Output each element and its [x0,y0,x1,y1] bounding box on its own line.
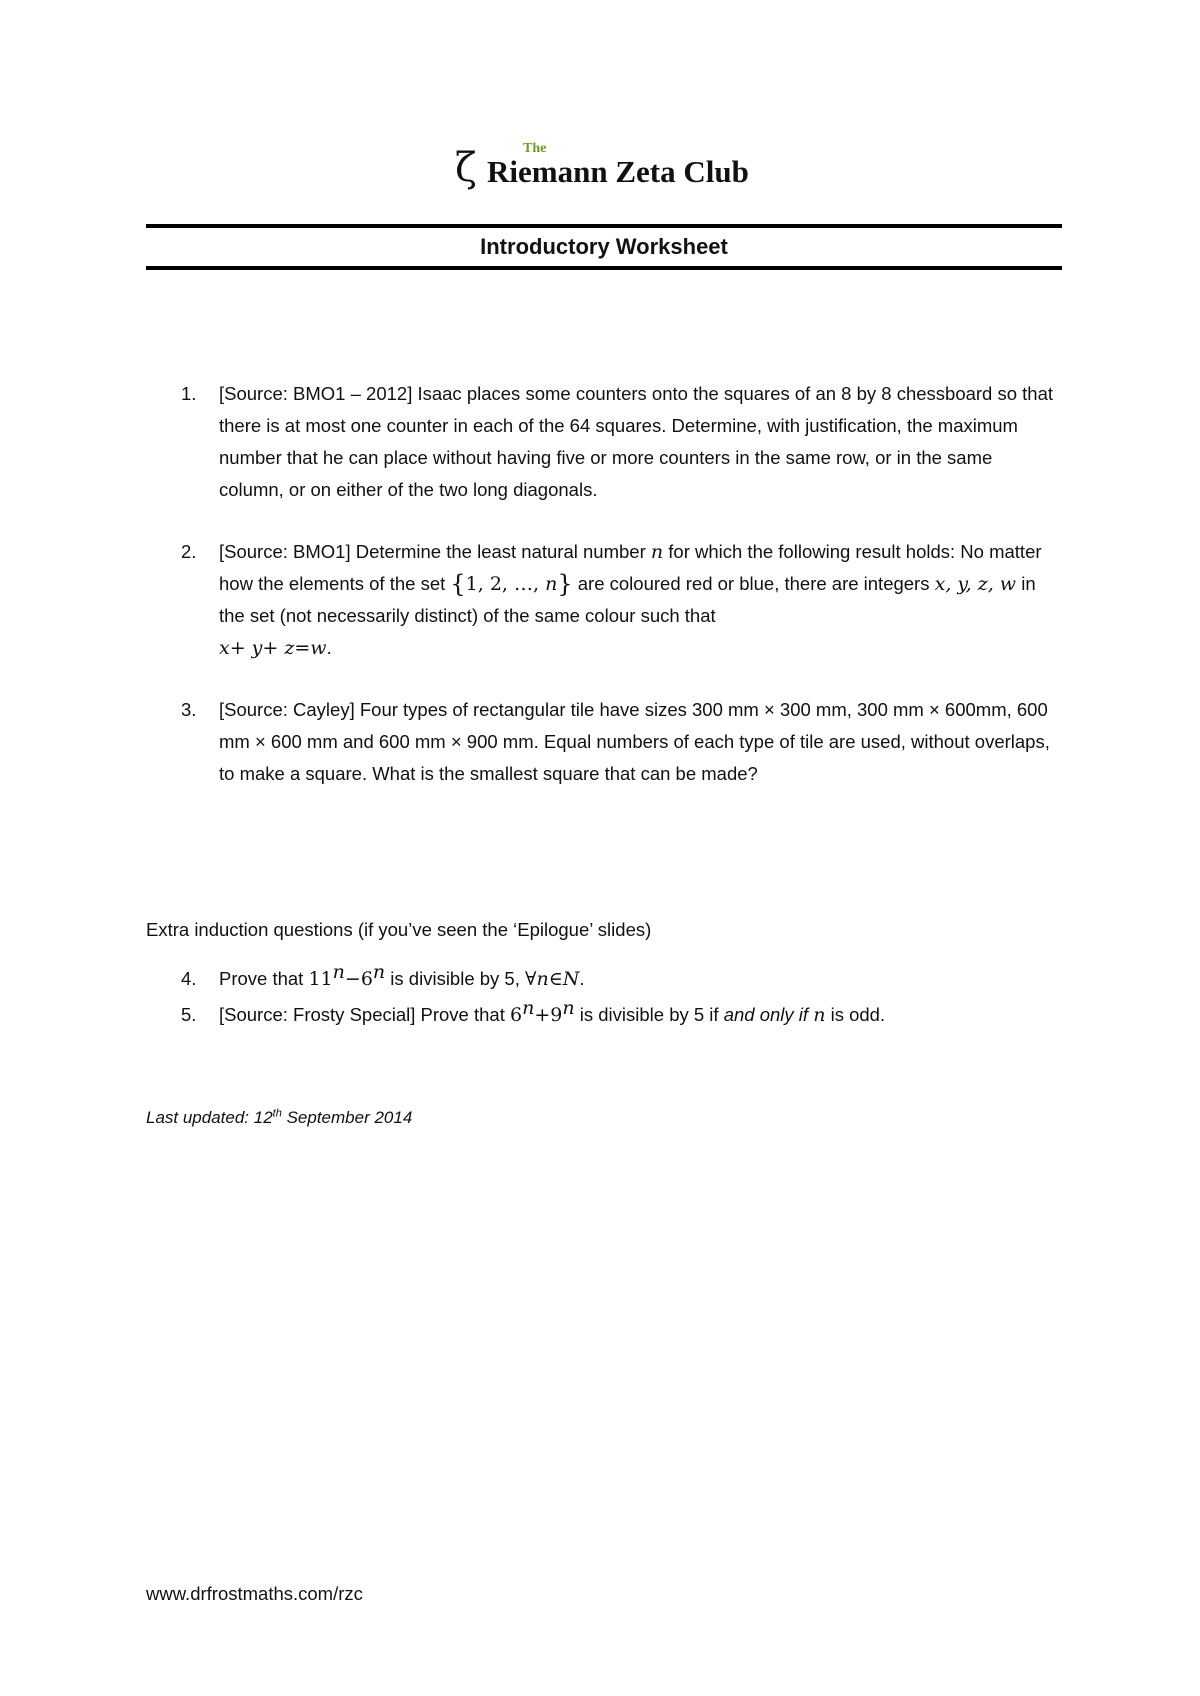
math-exponent: n [372,960,386,983]
question-number: 2. [181,541,197,562]
set-open-brace: { [450,570,466,598]
question-text [219,996,1062,1031]
set-content: 1, 2, …, [465,573,546,595]
question-5 [146,996,1062,1031]
question-text: [Source: BMO1 – 2012] Isaac places some counters onto the squares of an 8 by 8 chessboard so that there is at most one counter in each of the 64 squares. Determine, with justification, the maximum number that he can place without having five or more counters in the same row, or in the same column, or on either of the two long diagonals. [219,383,1054,500]
text-segment: for which the following result holds: No matter how the elements of the set [219,541,1042,594]
question-4 [146,960,1062,995]
text-segment: is divisible by 5 if [574,1004,724,1025]
zeta-symbol: ζ [455,145,477,191]
math-operator: − [344,968,361,990]
title-rule-bottom [146,266,1062,270]
text-segment: Prove that [219,968,309,989]
last-updated-prefix: Last updated: 12 [146,1108,273,1127]
last-updated-suffix: September 2014 [281,1108,413,1127]
math-exponent: n [522,996,535,1019]
text-segment: in the set (not necessarily distinct) of the same colour such that [219,573,1036,626]
question-3 [146,694,1062,790]
logo-name: Riemann Zeta Club [487,154,749,189]
question-number: 3. [181,699,197,720]
math-base: 6 [510,1004,523,1026]
question-text [219,536,1062,664]
set-close-brace: } [557,570,573,598]
text-segment: [Source: BMO1] Determine the least natural number [219,541,651,562]
math-operator: + [534,1004,551,1026]
last-updated [146,1106,412,1130]
math-base: 11 [308,968,333,990]
text-segment: is divisible by 5, [385,968,526,989]
text-segment: . [326,637,332,658]
math-equation: x+ y+ z=w [219,637,327,659]
math-variable: n [813,1004,826,1026]
emphasis-text: and only if [723,1004,809,1025]
question-number: 4. [181,968,197,989]
text-segment: . [579,968,585,989]
text-segment: is odd. [825,1004,886,1025]
question-2 [146,536,1062,664]
math-base: 6 [360,968,373,990]
text-segment: are coloured red or blue, there are integers [572,573,935,594]
math-variable: n [545,573,558,595]
page-title: Introductory Worksheet [480,234,728,259]
club-logo [455,140,755,200]
question-number: 1. [181,383,197,404]
title-rule-top [146,224,1062,228]
question-number: 5. [181,1004,197,1025]
extra-heading: Extra induction questions (if you’ve seen the ‘Epilogue’ slides) [146,919,652,940]
math-variables: x, y, z, w [934,573,1017,595]
math-variable: n [650,541,664,563]
math-forall: ∀n∈N [525,968,580,990]
question-1 [146,378,1062,506]
question-text [219,960,1062,995]
question-text: [Source: Cayley] Four types of rectangular tile have sizes 300 mm × 300 mm, 300 mm × 600mm, 600 mm × 600 mm and 600 mm × 900 mm. Equal numbers of each type of tile are used, without overlaps, to make a square. What is the smallest square that can be made? [219,699,1050,784]
math-exponent: n [562,996,575,1019]
math-exponent: n [332,960,345,983]
logo-the: The [523,141,547,156]
footer-link[interactable]: www.drfrostmaths.com/rzc [146,1583,363,1604]
last-updated-ordinal: th [272,1107,282,1120]
text-segment: [Source: Frosty Special] Prove that [219,1004,510,1025]
math-base: 9 [550,1004,563,1026]
